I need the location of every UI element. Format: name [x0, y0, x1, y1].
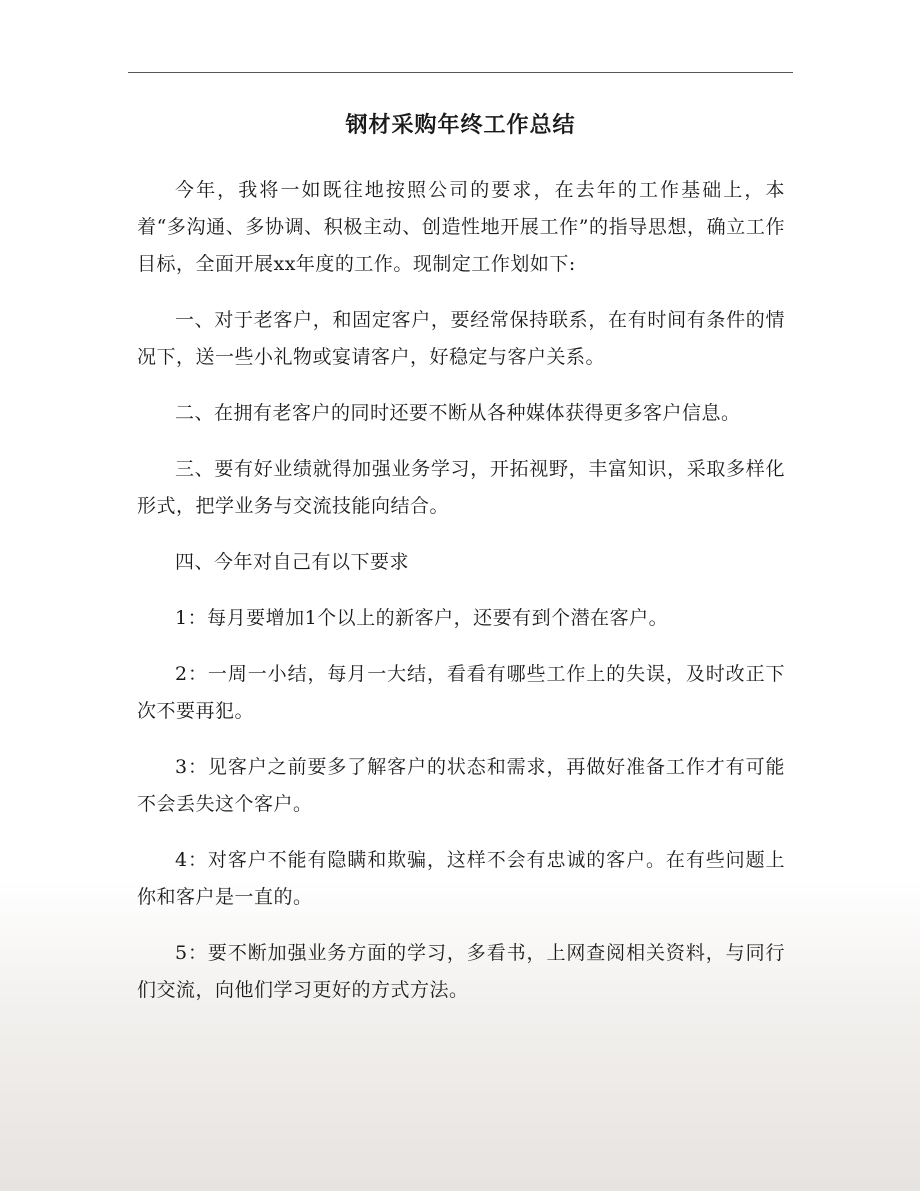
- document-body: [137, 172, 785, 1028]
- paragraph-item-2: 二、在拥有老客户的同时还要不断从各种媒体获得更多客户信息。: [175, 402, 741, 424]
- paragraph-item-3: 三、要有好业绩就得加强业务学习，开拓视野，丰富知识，采取多样化形式，把学业务与交流技能向结合。: [137, 458, 785, 517]
- paragraph-requirement-5: 5：要不断加强业务方面的学习，多看书，上网查阅相关资料，与同行们交流，向他们学习更好的方式方法。: [137, 942, 785, 1001]
- paragraph-item-4: 四、今年对自己有以下要求: [175, 551, 410, 573]
- paragraph-requirement-4: 4：对客户不能有隐瞒和欺骗，这样不会有忠诚的客户。在有些问题上你和客户是一直的。: [137, 849, 785, 908]
- document-title: 钢材采购年终工作总结: [345, 112, 576, 138]
- paragraph-intro: 今年，我将一如既往地按照公司的要求，在去年的工作基础上，本着“多沟通、多协调、积极主动、创造性地开展工作”的指导思想，确立工作目标，全面开展xx年度的工作。现制定工作划如下:: [137, 179, 785, 275]
- paragraph-item-1: 一、对于老客户，和固定客户，要经常保持联系，在有时间有条件的情况下，送一些小礼物或宴请客户，好稳定与客户关系。: [137, 309, 785, 368]
- paragraph-requirement-2: 2：一周一小结，每月一大结，看看有哪些工作上的失误，及时改正下次不要再犯。: [137, 663, 785, 722]
- paragraph-requirement-1: 1：每月要增加1个以上的新客户，还要有到个潜在客户。: [175, 607, 669, 629]
- paragraph-requirement-3: 3：见客户之前要多了解客户的状态和需求，再做好准备工作才有可能不会丢失这个客户。: [137, 756, 785, 815]
- header-rule: [128, 72, 793, 73]
